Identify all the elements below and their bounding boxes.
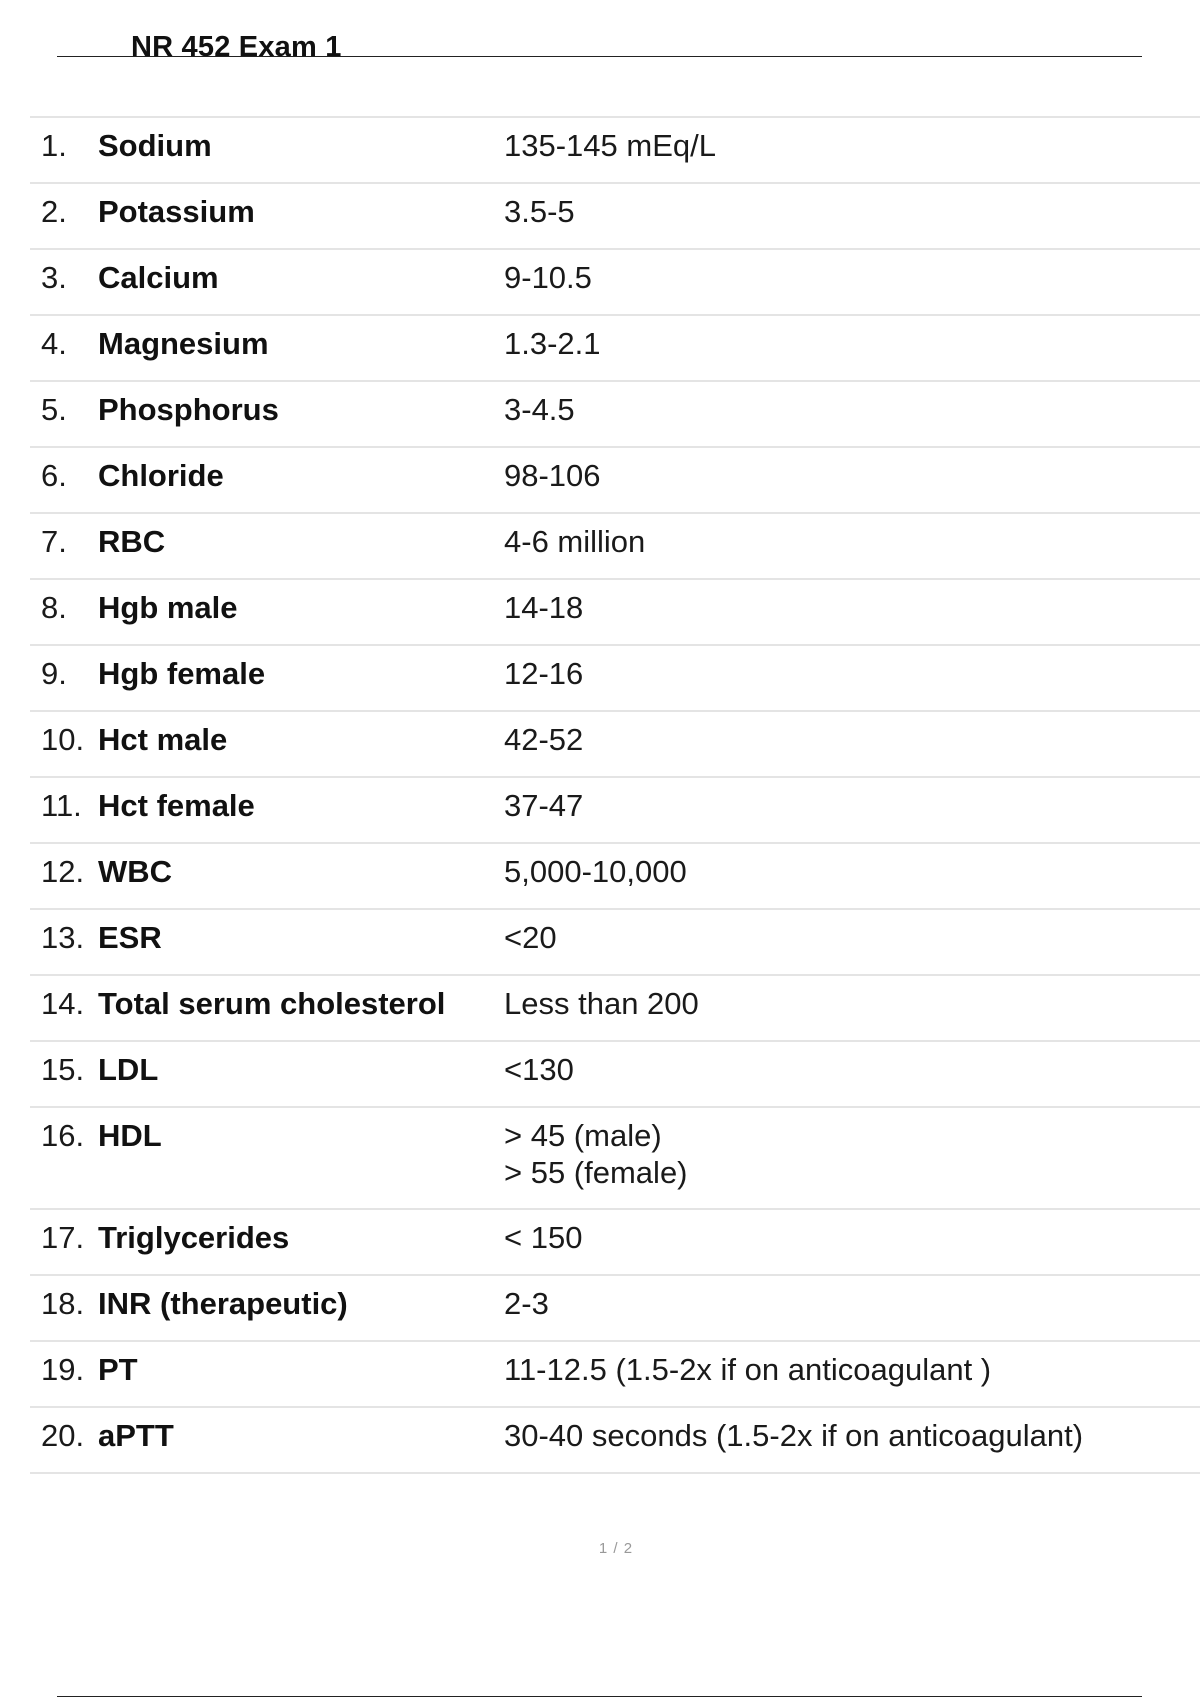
lab-name: Hgb female [98,656,266,691]
lab-name: Hgb male [98,590,238,625]
table-row [30,580,1200,646]
row-number: 1. [41,128,67,163]
lab-range: Less than 200 [504,986,699,1021]
table-row [30,712,1200,778]
table-row [30,448,1200,514]
lab-name: ESR [98,920,162,955]
document-header [57,32,1142,62]
row-number: 7. [41,524,67,559]
row-number: 11. [41,788,82,823]
row-number: 4. [41,326,67,361]
lab-range: 14-18 [504,590,584,625]
row-number: 13. [41,920,85,955]
table-row [30,1042,1200,1108]
table-row [30,316,1200,382]
table-row [30,1210,1200,1276]
lab-range: <20 [504,920,557,955]
lab-name: Chloride [98,458,224,493]
lab-range: 5,000-10,000 [504,854,687,889]
lab-range: < 150 [504,1220,583,1255]
lab-range: 12-16 [504,656,584,691]
page-indicator: 1 / 2 [598,1540,634,1557]
lab-range: 11-12.5 (1.5-2x if on anticoagulant ) [504,1352,992,1387]
lab-name: Total serum cholesterol [98,986,446,1021]
lab-range: <130 [504,1052,574,1087]
table-row [30,1276,1200,1342]
lab-name: aPTT [98,1418,174,1453]
lab-name: Potassium [98,194,255,229]
table-row [30,910,1200,976]
lab-range: 4-6 million [504,524,646,559]
row-number: 19. [41,1352,85,1387]
lab-name: Phosphorus [98,392,279,427]
lab-name: PT [98,1352,138,1387]
lab-name: Hct female [98,788,255,823]
lab-name: Sodium [98,128,212,163]
table-row [30,778,1200,844]
row-number: 18. [41,1286,85,1321]
lab-range: 37-47 [504,788,584,823]
lab-range: 1.3-2.1 [504,326,601,361]
lab-name: HDL [98,1118,162,1153]
lab-values-table [30,116,1200,1474]
lab-name: INR (therapeutic) [98,1286,348,1321]
row-number: 17. [41,1220,85,1255]
lab-name: Triglycerides [98,1220,290,1255]
table-row [30,646,1200,712]
lab-name: Calcium [98,260,219,295]
lab-range [504,1108,1200,1191]
lab-range-female: > 55 (female) [504,1155,688,1190]
footer-rule [57,1696,1142,1697]
lab-name: RBC [98,524,166,559]
row-number: 6. [41,458,67,493]
row-number: 9. [41,656,67,691]
table-row [30,250,1200,316]
table-row [30,514,1200,580]
lab-name: Hct male [98,722,228,757]
row-number: 2. [41,194,67,229]
row-number: 15. [41,1052,85,1087]
row-number: 20. [41,1418,85,1453]
row-number: 10. [41,722,85,757]
row-number: 12. [41,854,85,889]
lab-range: 9-10.5 [504,260,592,295]
lab-range: 42-52 [504,722,584,757]
lab-range: 98-106 [504,458,601,493]
lab-name: WBC [98,854,173,889]
lab-range: 2-3 [504,1286,549,1321]
lab-name: Magnesium [98,326,269,361]
lab-range-male: > 45 (male) [504,1118,662,1153]
document-title: NR 452 Exam 1 [131,31,342,63]
table-row [30,1108,1200,1210]
row-number: 8. [41,590,67,625]
row-number: 3. [41,260,67,295]
lab-range: 3.5-5 [504,194,575,229]
table-row [30,1342,1200,1408]
lab-range: 135-145 mEq/L [504,128,716,163]
table-row [30,184,1200,250]
row-number: 5. [41,392,67,427]
row-number: 16. [41,1118,85,1153]
table-row [30,976,1200,1042]
table-row [30,382,1200,448]
lab-name: LDL [98,1052,159,1087]
lab-range: 3-4.5 [504,392,575,427]
table-row [30,844,1200,910]
table-row [30,1408,1200,1474]
row-number: 14. [41,986,85,1021]
table-row [30,118,1200,184]
lab-range: 30-40 seconds (1.5-2x if on anticoagulant) [504,1418,1084,1453]
